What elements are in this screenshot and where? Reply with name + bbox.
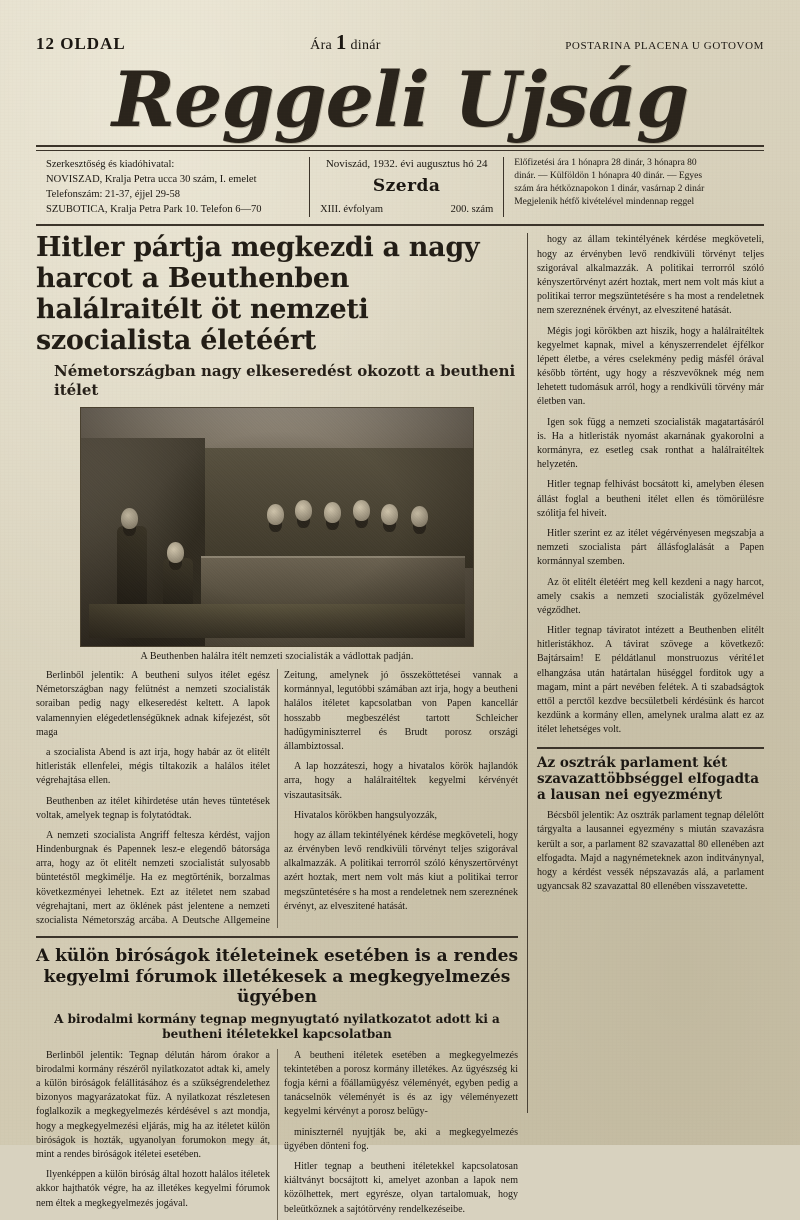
article-1-headline: Hitler pártja megkezdi a nagy harcot a Beuthenben halálraitélt öt nemzeti szocialista életéért	[36, 232, 480, 356]
right-column-block	[528, 233, 764, 1113]
courtroom-photo	[80, 407, 474, 647]
paragraph: Hivatalos körökben hangsulyozzák,	[294, 809, 438, 821]
price-unit: dinár	[350, 38, 381, 53]
colophon-left	[36, 157, 309, 218]
paragraph: Hitler tegnap a beutheni itéletekkel kapcsolatosan kiáltványt bocsájtott ki, amelyet azonban a lapok nem közölhettek, mert egyrésze, olyan tartalomuak, hogy beleütköznek a sajtótörvény rendelkezéseibe.	[284, 1160, 518, 1215]
article-2-body	[36, 1049, 518, 1220]
newspaper-title: Reggeli Ujság	[111, 55, 689, 144]
colophon-middle	[309, 157, 504, 218]
paragraph: Igen sok függ a nemzeti szocialisták magatartásáról is. Ha a hitleristák nyomást akarnának gyakorolni a kormányra, ez esetleg csak ronthat a halálraitéltek helyzetén.	[537, 416, 764, 471]
paragraph: Az öt elitélt életéért meg kell kezdeni a nagy harcot, amely csakis a nemzeti szocialisták győzelmével végződhet.	[537, 576, 764, 616]
issue-meta	[320, 202, 493, 217]
issue-weekday: Szerda	[372, 176, 441, 197]
article-1-continued	[537, 233, 764, 737]
article-3-body	[537, 809, 764, 894]
issue-number: 200. szám	[450, 204, 494, 216]
editorial-address-1: NOVISZAD, Kralja Petra ucca 30 szám, I. emelet	[46, 173, 257, 185]
paragraph: Berlinből jelentik: Tegnap délután három órakor a birodalmi kormány részéről nyilatkozatot adtak ki, amely a külön biróságok felállitásához és a szükségrendelethez bizonyos magyarázatokat füz. A nyilatkozat részletesen foglalkozik a megkegyelmezés kérdésével s azt mondja, hogy a megkegyelmezési eljárás, mig ha az itéletet külön biróságok is hozták, ugyanolyan forumokon megy át, mint a rendes biróságok itéletei esetében.	[36, 1049, 270, 1160]
editorial-label: Szerkesztőség és kiadóhivatal:	[46, 158, 175, 170]
top-bar	[36, 30, 764, 55]
left-column-block	[36, 232, 528, 1215]
paragraph: Berlinből jelentik: A beutheni sulyos itélet egész Németországban nagy felütnést a nemzeti szocialisták soraiban pedig nagy elkeseredést keltett. A lapok valamennyien elégedetlenségüknek adnak kifejezést, sőt maga	[36, 670, 270, 738]
subscription-line-3: szám ára hétköznapokon 1 dinár, vasárnap 2 dinár	[514, 184, 705, 195]
editorial-address-2: SZUBOTICA, Kralja Petra Park 10. Telefon 6—70	[46, 204, 262, 216]
paragraph: miniszternél nyujtják be, aki a megkegyelmezés ügyében dönteni fog.	[284, 1126, 518, 1152]
paragraph: hogy az állam tekintélyének kérdése megköveteli, hogy az érvényben levő rendkivüli törvényt teljes szigorával alkalmazzák. A politikai terrorról szóló kényszertörvényt azért hoztak, mert nem volt más kiut a politikai terror megszüntetésére s ha most a rendeletnek nem szereznének érvényt, az elveszitené hatását.	[284, 829, 518, 912]
paragraph: A nemzeti szocialista Angriff feltesza kérdést, vajjon Hindenburgnak és Papennek lesz-e elegendő bátorsága arra, hogy az öt elitélt nemzeti szocialistát sulyosabb büntetéstől megkimélje. Ha ez megtörténik, borzalmas következményei lehetnek. Ezt az itéletet nem szabad végrehajtani, mert az öklének pást jelentene a nemzeti szocialista Németország arcába. A Deutsche Allgemeine Zeitung, amelynek jó összeköttetései vannak a kormánnyal, legutóbbi számában azt irja, hogy a beutheni halálos itéletet kapcsolatban von Papen kancellár hosszabb megbeszélést tartott Schleicher hadügyminiszterrel és Brudt porosz országi állambiztossal.	[36, 670, 518, 927]
article-1-subhead: Németországban nagy elkeseredést okozott a beutheni itélet	[54, 362, 516, 399]
body-area	[36, 232, 764, 1215]
paragraph: Beuthenben az itélet kihirdetése után heves tüntetések voltak, amelyek tegnap is folytatódtak.	[36, 795, 270, 821]
paragraph: Bécsből jelentik: Az osztrák parlament tegnap délelőtt tárgyalta a lausannei egyezmény s miután szavazásra került a sor, a parlament 82 szavazattal 80 ellenében azt elfogadta. Majd a nagynémeteknek azon inditványnyal, hogy a kérdést vessék népszavazás alá, a parlament ugyancsak 82 szavazattal 80 ellenében visszavetette.	[537, 810, 764, 893]
paragraph: Hitler szerint ez az itélet végérvényesen megszabja a nemzeti szocialista párt állásfoglalását a Papen kormánnyal szemben.	[537, 527, 764, 568]
subscription-line-4: Megjelenik hétfő kivételével mindennap reggel	[514, 197, 695, 208]
article-1-body	[36, 669, 518, 928]
issue-date: Noviszád, 1932. évi augusztus hó 24	[325, 157, 488, 170]
paragraph: Hitler tegnap felhivást bocsátott ki, amelyben élesen állást foglal a beutheni itélet ellen és tömörülésre szólitja fel hiveit.	[537, 479, 764, 519]
photo-caption: A Beuthenben halálra itélt nemzeti szocialisták a vádlottak padján.	[140, 651, 414, 663]
article-2-headline: A külön biróságok itéleteinek esetében is a rendes kegyelmi fórumok illetékesek a megkegyelmezés ügyében	[36, 946, 519, 1008]
editorial-phone: Telefonszám: 21-37, éjjel 29-58	[46, 188, 180, 200]
article-2-subhead: A birodalmi kormány tegnap megnyugtató nyilatkozatot adott ki a beutheni itéletekkel kapcsolatban	[54, 1012, 500, 1042]
subscription-line-2: dinár. — Külföldön 1 hónapra 40 dinár. — Egyes	[514, 170, 703, 181]
paragraph: hogy az állam tekintélyének kérdése megköveteli, hogy az érvényben levő rendkivüli törvényt teljes szigorával alkalmazzák. A politikai terrorról szóló kényszertörvényt azért hoztak, mert nem volt más kiut a politikai terror megszüntetésére s ha most a rendeletnek nem szereznének érvényt, az elveszitené hatását.	[537, 234, 764, 317]
price-label	[310, 30, 381, 55]
paragraph: a szocialista Abend is azt irja, hogy habár az öt elitélt hitleristák ellenfelei, mégis tiltakozik a halálos itélet végrehajtása ellen.	[36, 746, 270, 787]
paragraph: Hitler tegnap táviratot intézett a Beuthenben elitélt hitleristákhoz. A távirat szövege a következő: Bajtársaim! E példátlanul monstruozus vérité1et elhangzása után határtalan hüséggel forditok ugy a magam, mint a párt nevében felétek. A ti szabadságtok ettől a perctől kezdve becsületbeli kérdésünk és harcot kezdünk a kormány ellen, amelynek uralma alatt ez az itélet lehetséges volt.	[537, 625, 764, 736]
paragraph: Ilyenképpen a külön biróság által hozott halálos itéletek akkor hajthatók végre, ha az illetékes kegyelmi fórumok nem éltek a megkegyelmezés jogával.	[36, 1169, 270, 1209]
article-2	[36, 936, 518, 1219]
colophon-right	[504, 157, 764, 218]
article-3-headline: Az osztrák parlament két szavazattöbbséggel elfogadta a lausan nei egyezményt	[537, 747, 764, 804]
paragraph: A lap hozzáteszi, hogy a hivatalos körök hajlandók arra, hogy a halálraitéltek kegyelmi kérvényét viszautasitsák.	[284, 761, 518, 801]
price-prefix: Ára	[310, 38, 333, 53]
page-count-label: 12 OLDAL	[36, 34, 126, 53]
price-value: 1	[335, 30, 347, 54]
postal-notice: POSTARINA PLACENA U GOTOVOM	[565, 40, 764, 52]
subscription-line-1: Előfizetési ára 1 hónapra 28 dinár, 3 hónapra 80	[514, 157, 697, 168]
volume-label: XIII. évfolyam	[320, 204, 384, 216]
paragraph: A beutheni itéletek esetében a megkegyelmezés tekintetében a porosz kormány illetékes. Az ügyészség ki fogja kérni a főállamügyész véleményét, egyben pedig a tanácselnök véleményét is és az igy véleményezett kegyelmi kérvényt a porosz belügy-	[284, 1049, 518, 1118]
paragraph: Mégis jogi körökben azt hiszik, hogy a halálraitéltek kegyelmet kapnak, mivel a kényszerrendelet éjfélkor lépett életbe, a véres cselekmény pedig másfél órával később történt, ugy hogy a részvevőknek még nem lehetett tudomásuk arról, hogy a rendkivüli törvény már életben van.	[537, 325, 764, 408]
masthead	[36, 55, 764, 144]
colophon	[36, 151, 764, 227]
